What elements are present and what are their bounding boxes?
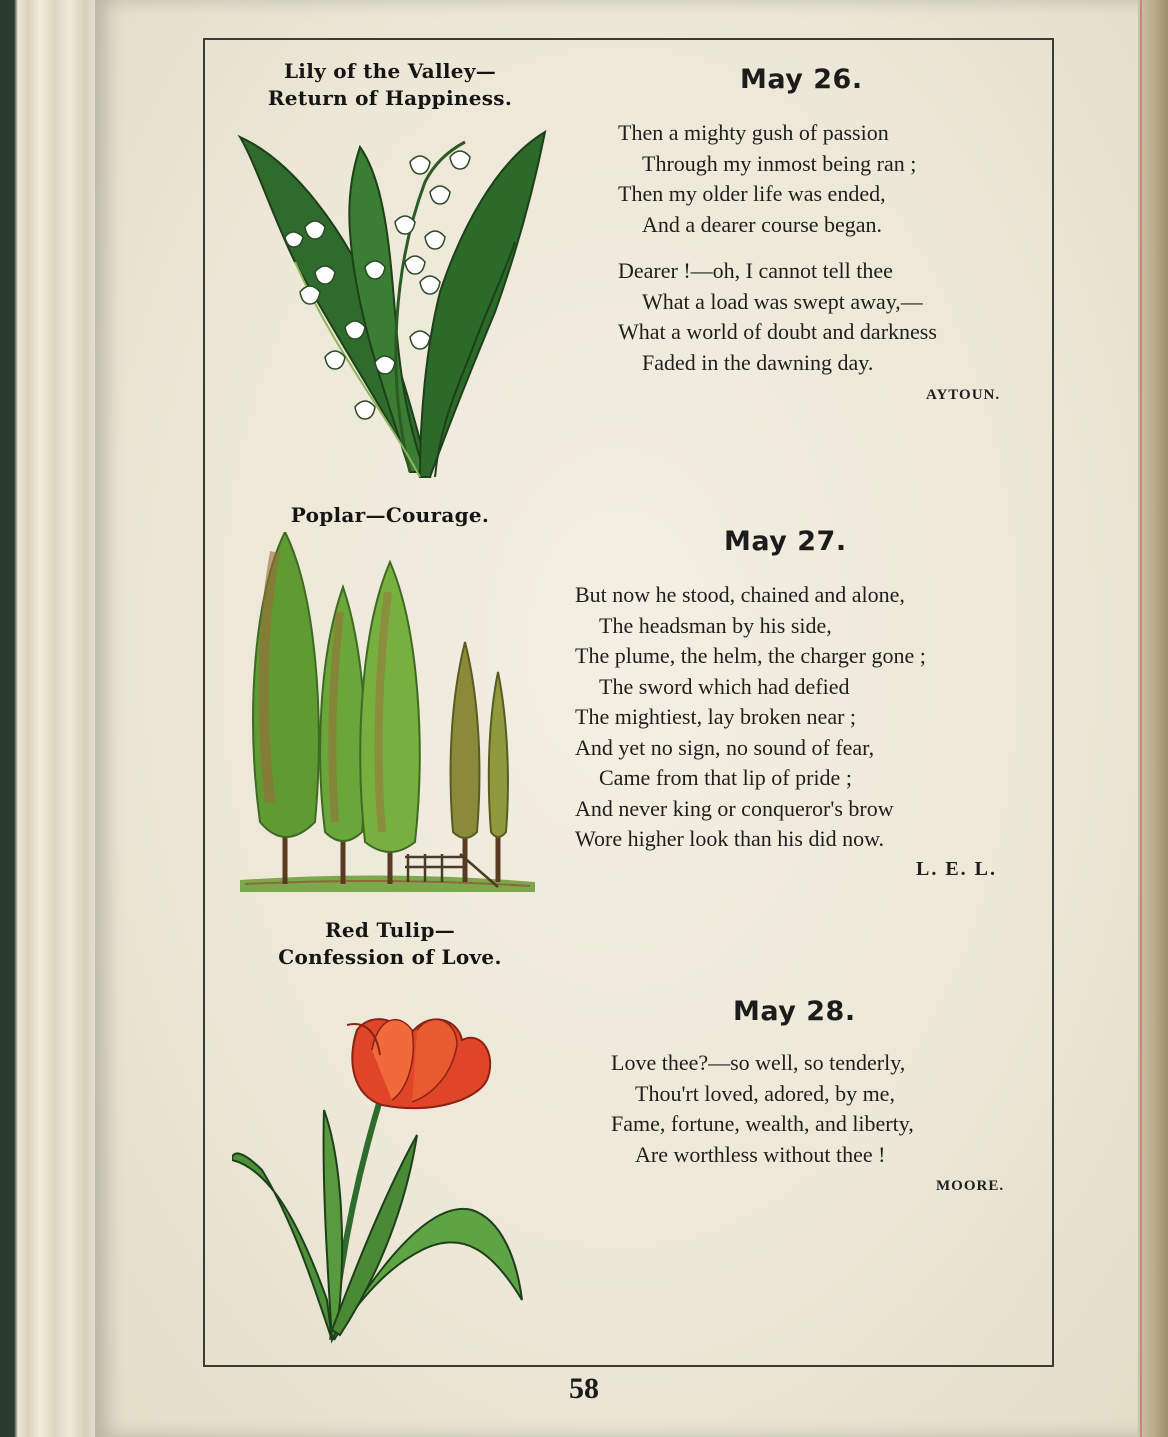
page-number: 58 [569,1372,599,1405]
poem-line: The sword which had defied [599,673,850,699]
poem-line: The headsman by his side, [599,612,832,638]
entry-date-may-27: May 27. [724,526,847,557]
poplar-caption-line-1: Poplar—Courage. [290,503,490,527]
author-may-26: AYTOUN. [926,387,1001,403]
author-may-27: L. E. L. [916,858,998,880]
entry-date-may-26: May 26. [740,64,863,95]
poem-line: Came from that lip of pride ; [599,765,852,790]
poem-line: Love thee?—so well, so tenderly, [611,1050,906,1075]
poem-line: And never king or conqueror's brow [575,795,894,821]
poem-line: Through my inmost being ran ; [642,150,917,176]
lily-caption-line-2: Return of Happiness. [267,86,513,110]
poplar-trees-illustration [240,532,540,897]
poem-line: Faded in the dawning day. [642,349,874,375]
lily-of-the-valley-illustration [235,122,555,482]
poem-may-27 [575,580,926,855]
poem-line: Then my older life was ended, [618,181,886,206]
poem-line: But now he stood, chained and alone, [575,582,905,607]
entry-date-may-28: May 28. [733,996,856,1027]
poem-line: Dearer !—oh, I cannot tell thee [618,258,893,283]
poem-line: Fame, fortune, wealth, and liberty, [611,1111,914,1136]
tulip-caption [240,917,540,971]
poem-line: What a world of doubt and darkness [618,319,937,344]
poem-line: And a dearer course began. [642,211,883,237]
author-may-28: MOORE. [936,1178,1005,1194]
poplar-caption [240,502,540,529]
facing-page-edge [1138,0,1168,1437]
lily-caption-line-1: Lily of the Valley— [283,59,497,83]
poem-line: Thou'rt loved, adored, by me, [635,1080,895,1106]
tulip-caption-line-1: Red Tulip— [324,918,456,942]
tulip-caption-line-2: Confession of Love. [278,945,502,969]
poem-line: The plume, the helm, the charger gone ; [575,643,926,668]
poem-line: And yet no sign, no sound of fear, [575,734,875,760]
poem-line: Wore higher look than his did now. [575,826,885,851]
poem-line: The mightiest, lay broken near ; [575,704,857,729]
red-tulip-illustration [232,1000,532,1350]
poem-may-26 [618,118,937,378]
poem-line: Are worthless without thee ! [635,1141,886,1167]
poem-line: What a load was swept away,— [642,288,923,314]
poem-line: Then a mighty gush of passion [618,120,889,145]
poem-may-28 [611,1048,914,1170]
lily-caption [240,58,540,112]
